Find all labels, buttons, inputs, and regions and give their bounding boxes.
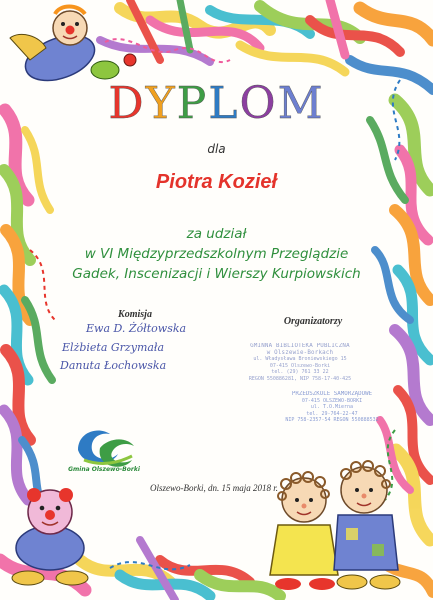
recipient-name: Piotra Kozieł <box>155 171 278 193</box>
komisja-heading: Komisja <box>118 309 152 320</box>
stamp-line: PRZEDSZKOLE SAMORZĄDOWE <box>291 391 373 397</box>
title-letter: M <box>277 78 325 129</box>
stamp-line: w Olszewie-Borkach <box>266 349 334 356</box>
title-letter: L <box>208 78 240 129</box>
signature-1: Ewa D. Żółtowska <box>86 322 187 335</box>
title-letter: Y <box>145 78 177 129</box>
stamp-line: ul. T.O.Mierna <box>310 404 354 410</box>
dla-label: dla <box>207 142 226 156</box>
reason-line: w VI Międzyprzedszkolnym Przeglądzie <box>84 246 349 262</box>
reason-line: Gadek, Inscenizacji i Wierszy Kurpiowskich <box>72 266 361 282</box>
title-letter: O <box>239 78 278 129</box>
stamp-line: NIP 758-2357-54 REGON 550888532 <box>285 417 379 423</box>
signature-2: Elżbieta Grzymała <box>62 341 165 354</box>
title-letter: D <box>108 78 146 129</box>
award-reason <box>0 224 433 284</box>
date-line: Olszewo-Borki, dn. 15 maja 2018 r. <box>150 483 278 493</box>
title-letter: P <box>176 78 209 129</box>
stamp-line: ul. Władysława Broniewskiego 15 <box>253 356 347 362</box>
children-illustration-bottom-right <box>270 461 400 590</box>
diploma-title <box>0 80 433 128</box>
stamp-line: GMINNA BIBLIOTEKA PUBLICZNA <box>250 343 350 349</box>
reason-line: za udział <box>186 226 247 242</box>
stamp-line: 07-415 Olszewo-Borki <box>269 362 331 369</box>
stamp-line: REGON 550886281, NIP 758-17-40-425 <box>248 375 352 382</box>
stamp-line: tel. 29-764-22-47 <box>306 410 358 417</box>
preschool-stamp <box>282 391 382 424</box>
signature-3: Danuta Łochowska <box>60 359 167 372</box>
logo-caption: Gmina Olszewo-Borki <box>68 466 140 473</box>
library-stamp <box>240 343 360 382</box>
stamp-line: tel. (29) 761 33 22 <box>271 369 329 375</box>
organizers-heading: Organizatorzy <box>283 316 343 327</box>
stamp-line: 07-415 OLSZEWO-BORKI <box>301 397 363 404</box>
